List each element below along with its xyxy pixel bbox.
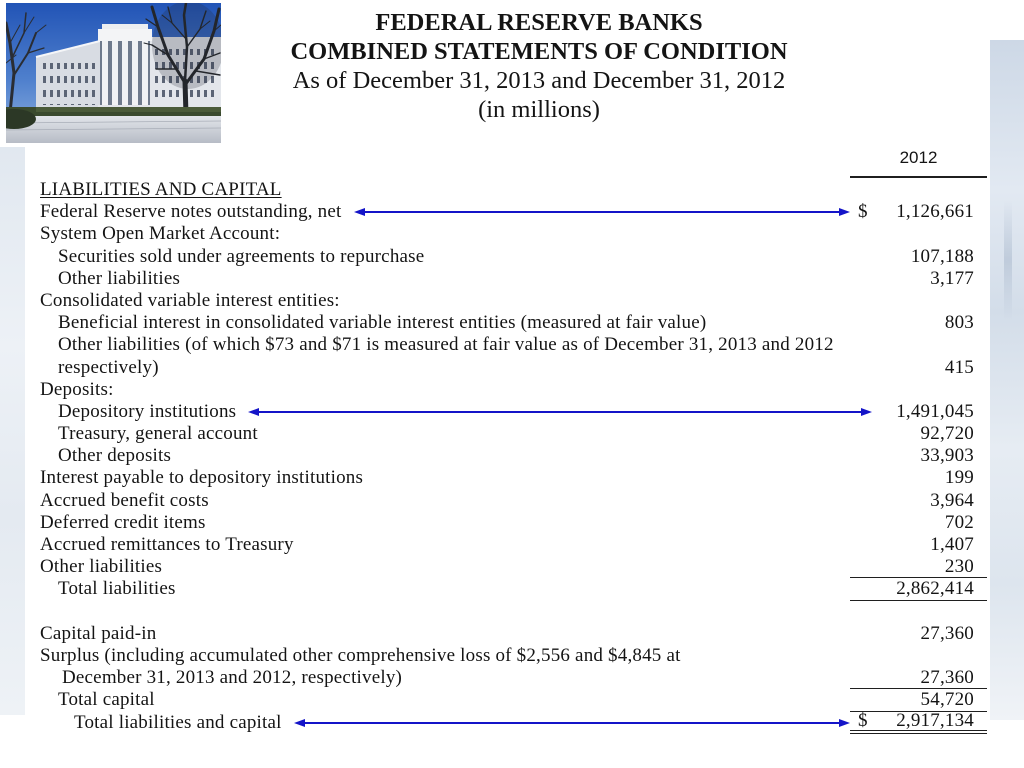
amount-value: 3,177 xyxy=(930,267,974,289)
row-label-cell xyxy=(40,268,850,290)
callout-double-arrow xyxy=(354,206,851,218)
arrow-shaft xyxy=(256,411,864,413)
row-label: Beneficial interest in consolidated variable interest entities (measured at fair value) xyxy=(58,312,707,334)
amount-value: 3,964 xyxy=(930,489,974,511)
amount-cell xyxy=(850,379,987,401)
amount-cell xyxy=(850,246,987,268)
row-surplus-including-accumulated-other-comp xyxy=(40,645,987,667)
row-label-cell xyxy=(40,645,850,667)
amount-value: 199 xyxy=(944,467,974,489)
row-system-open-market-account xyxy=(40,223,987,245)
row-label: Other liabilities (of which $73 and $71 is measured at fair value as of December 31, 2013 and 2012 xyxy=(58,334,834,356)
amount-cell xyxy=(850,556,987,578)
row-label: Total liabilities and capital xyxy=(74,711,282,733)
row-total-capital xyxy=(40,689,987,711)
amount-cell xyxy=(850,689,987,711)
title-units: (in millions) xyxy=(478,96,600,123)
amount-value: 230 xyxy=(944,555,974,577)
amount-cell xyxy=(850,223,987,245)
amount-cell xyxy=(850,512,987,534)
row-december-31-2013-and-2012-respectively xyxy=(40,667,987,689)
statement-title-block xyxy=(240,8,838,124)
title-statement-name: COMBINED STATEMENTS OF CONDITION xyxy=(290,38,788,65)
row-other-liabilities-of-which-73-and-71-is xyxy=(40,334,987,356)
row-depository-institutions xyxy=(40,401,987,423)
amount-cell xyxy=(850,467,987,489)
row-label: Other liabilities xyxy=(58,267,181,289)
amount-value: 54,720 xyxy=(920,688,974,710)
row-label: Accrued benefit costs xyxy=(40,489,209,511)
row-label: Surplus (including accumulated other comprehensive loss of $2,556 and $4,845 at xyxy=(40,644,681,666)
arrow-shaft xyxy=(362,211,843,213)
amount-cell xyxy=(850,534,987,556)
row-other-liabilities xyxy=(40,268,987,290)
liabilities-and-capital-table xyxy=(40,179,987,734)
amount-value: 1,491,045 xyxy=(896,400,974,422)
amount-value: 33,903 xyxy=(920,445,974,467)
row-treasury-general-account xyxy=(40,423,987,445)
currency-symbol: $ xyxy=(858,201,868,223)
row-label-cell xyxy=(40,556,850,578)
row-label: Securities sold under agreements to repurchase xyxy=(58,245,425,267)
row-other-liabilities xyxy=(40,556,987,578)
title-date-range: As of December 31, 2013 and December 31, 2012 xyxy=(292,67,786,94)
amount-value: 27,360 xyxy=(920,666,974,688)
amount-value: 702 xyxy=(944,511,974,533)
amount-cell xyxy=(850,709,987,734)
row-label-cell xyxy=(40,246,850,268)
photo-grounds xyxy=(6,107,221,143)
row-label: Consolidated variable interest entities: xyxy=(40,289,340,311)
amount-value: 27,360 xyxy=(920,622,974,644)
amount-cell xyxy=(850,357,987,379)
row-total-liabilities xyxy=(40,578,987,600)
row-federal-reserve-notes-outstanding-net xyxy=(40,201,987,223)
row-label: Deferred credit items xyxy=(40,511,206,533)
row-label-cell xyxy=(40,623,850,645)
statement-body xyxy=(40,201,987,734)
column-header-year: 2012 xyxy=(850,145,987,178)
row-interest-payable-to-depository-instituti xyxy=(40,467,987,489)
row-label: Capital paid-in xyxy=(40,622,157,644)
row-deposits xyxy=(40,379,987,401)
amount-value: 2,917,134 xyxy=(896,709,974,731)
row-label-cell xyxy=(40,667,850,689)
row-label-cell xyxy=(40,379,850,401)
federal-reserve-building-photo xyxy=(6,3,221,143)
amount-cell xyxy=(850,645,987,667)
row-label: Other liabilities xyxy=(40,556,163,578)
row-label-cell xyxy=(40,512,850,534)
arrowhead-right-icon xyxy=(839,719,850,727)
row-label-cell xyxy=(40,334,850,356)
currency-symbol: $ xyxy=(858,709,868,731)
row-label: Other deposits xyxy=(58,445,172,467)
amount-value: 92,720 xyxy=(920,423,974,445)
row-label: Federal Reserve notes outstanding, net xyxy=(40,201,342,223)
row-label: Total liabilities xyxy=(58,578,176,600)
row-label-cell xyxy=(40,578,850,600)
row-label-cell xyxy=(40,201,850,223)
row-label: December 31, 2013 and 2012, respectively) xyxy=(62,667,403,689)
row-label: System Open Market Account: xyxy=(40,223,281,245)
row-label: Accrued remittances to Treasury xyxy=(40,534,294,555)
row-label-cell xyxy=(40,490,850,512)
amount-cell xyxy=(850,423,987,445)
row-total-liabilities-and-capital xyxy=(40,709,987,734)
row-deferred-credit-items xyxy=(40,512,987,534)
row-label: respectively) xyxy=(58,356,159,378)
amount-cell xyxy=(850,667,987,689)
row-label: Depository institutions xyxy=(58,400,237,422)
callout-double-arrow xyxy=(248,406,872,418)
row-label: Total capital xyxy=(58,689,155,711)
amount-value: 1,126,661 xyxy=(896,201,974,223)
background-photo-detail xyxy=(1004,200,1012,320)
amount-value: 2,862,414 xyxy=(896,577,974,599)
row-label-cell xyxy=(40,467,850,489)
capital-group xyxy=(40,623,987,734)
row-label-cell xyxy=(40,445,850,467)
section-heading-row xyxy=(40,179,987,201)
amount-cell xyxy=(850,179,987,201)
row-other-deposits xyxy=(40,445,987,467)
row-accrued-benefit-costs xyxy=(40,490,987,512)
amount-cell xyxy=(850,578,987,600)
row-label-cell xyxy=(40,534,850,556)
amount-value: 415 xyxy=(944,356,974,378)
row-beneficial-interest-in-consolidated-vari xyxy=(40,312,987,334)
row-securities-sold-under-agreements-to-repu xyxy=(40,246,987,268)
row-capital-paid-in xyxy=(40,623,987,645)
amount-cell xyxy=(850,334,987,356)
section-heading: LIABILITIES AND CAPITAL xyxy=(40,179,282,200)
liabilities-group xyxy=(40,201,987,600)
title-organization: FEDERAL RESERVE BANKS xyxy=(375,9,703,36)
row-label-cell xyxy=(40,223,850,245)
arrowhead-right-icon xyxy=(839,208,850,216)
row-label-cell xyxy=(40,312,850,334)
row-accrued-remittances-to-treasury xyxy=(40,534,987,556)
amount-cell xyxy=(850,445,987,467)
amount-cell xyxy=(850,268,987,290)
row-label: Treasury, general account xyxy=(58,423,258,445)
amount-cell xyxy=(850,312,987,334)
row-label: Interest payable to depository institutions xyxy=(40,467,364,489)
row-label-cell xyxy=(40,357,850,379)
row-label-cell xyxy=(40,712,850,734)
row-label: Deposits: xyxy=(40,378,114,400)
amount-value: 107,188 xyxy=(910,245,974,267)
amount-cell xyxy=(850,290,987,312)
amount-cell xyxy=(850,623,987,645)
amount-cell xyxy=(850,201,987,223)
arrow-shaft xyxy=(302,722,842,724)
row-respectively xyxy=(40,357,987,379)
background-photo-strip-right xyxy=(990,40,1024,720)
amount-value: 1,407 xyxy=(930,534,974,555)
callout-double-arrow xyxy=(294,717,850,729)
amount-cell xyxy=(850,490,987,512)
row-consolidated-variable-interest-entities xyxy=(40,290,987,312)
amount-value: 803 xyxy=(944,312,974,334)
row-label-cell xyxy=(40,290,850,312)
row-label-cell xyxy=(40,689,850,711)
row-label-cell xyxy=(40,179,850,201)
background-photo-strip-left xyxy=(0,147,25,715)
row-label-cell xyxy=(40,401,850,423)
arrowhead-right-icon xyxy=(861,408,872,416)
row-label-cell xyxy=(40,423,850,445)
